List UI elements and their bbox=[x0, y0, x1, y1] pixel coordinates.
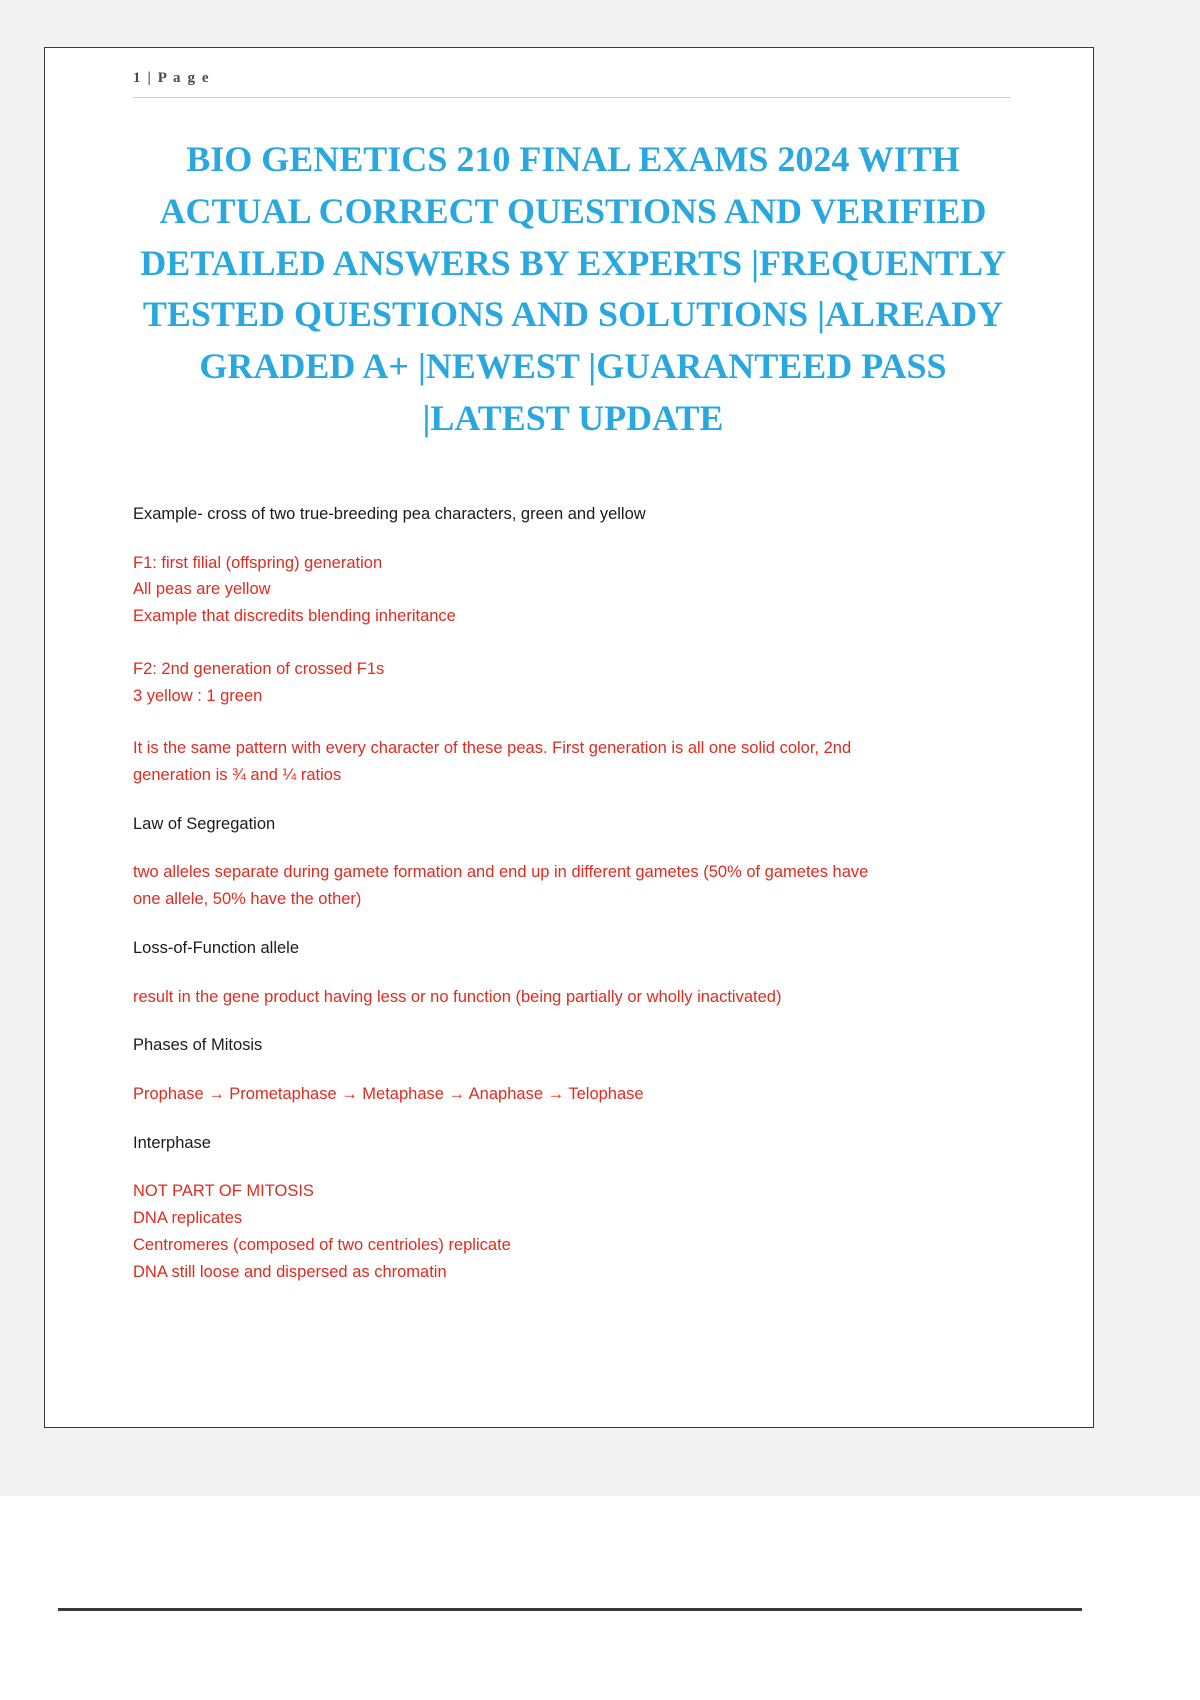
answer-line: result in the gene product having less or no function (being partially or wholly inactivated) bbox=[133, 987, 782, 1006]
answer-line: NOT PART OF MITOSIS bbox=[133, 1182, 314, 1201]
answer-text bbox=[133, 735, 1003, 788]
answer-line: 3 yellow : 1 green bbox=[133, 686, 263, 705]
question-text: Interphase bbox=[133, 1133, 211, 1152]
question-text: Example- cross of two true-breeding pea characters, green and yellow bbox=[133, 504, 646, 523]
answer-line: DNA still loose and dispersed as chromatin bbox=[133, 1262, 447, 1281]
answer-text bbox=[133, 984, 1003, 1011]
answer-text bbox=[133, 1178, 1003, 1285]
answer-line: generation is ¾ and ¼ ratios bbox=[133, 766, 342, 784]
question-text: Phases of Mitosis bbox=[133, 1036, 263, 1055]
answer-line: Prophase → Prometaphase → Metaphase → Anaphase → Telophase bbox=[133, 1085, 644, 1104]
answer-line: All peas are yellow bbox=[133, 580, 271, 599]
page-content bbox=[45, 48, 1093, 1285]
page-gap bbox=[0, 1496, 1200, 1700]
answer-line: DNA replicates bbox=[133, 1209, 243, 1228]
answer-text bbox=[133, 859, 1003, 912]
answer-text bbox=[133, 656, 1003, 709]
document-page-2-edge bbox=[58, 1608, 1082, 1611]
page-number-header: 1 | P a g e bbox=[133, 70, 1010, 98]
question-text: Loss-of-Function allele bbox=[133, 938, 299, 957]
answer-line: one allele, 50% have the other) bbox=[133, 890, 362, 909]
answer-line: F2: 2nd generation of crossed F1s bbox=[133, 659, 385, 678]
document-body bbox=[133, 501, 1003, 1285]
question-text: Law of Segregation bbox=[133, 814, 276, 833]
answer-line: Example that discredits blending inheritance bbox=[133, 607, 456, 626]
answer-line: F1: first filial (offspring) generation bbox=[133, 553, 383, 572]
answer-line: It is the same pattern with every character of these peas. First generation is all one solid color, 2nd bbox=[133, 739, 852, 758]
answer-line: two alleles separate during gamete formation and end up in different gametes (50% of gametes have bbox=[133, 863, 869, 882]
answer-text bbox=[133, 1081, 1003, 1108]
document-title: BIO GENETICS 210 FINAL EXAMS 2024 WITH ACTUAL CORRECT QUESTIONS AND VERIFIED DETAILED ANSWERS BY EXPERTS |FREQUENTLY TESTED QUESTIONS AND SOLUTIONS |ALREADY GRADED A+ |NEWEST |GUARANTEED PASS |LATEST UPDATE bbox=[140, 139, 1006, 439]
document-page-1 bbox=[44, 47, 1094, 1428]
answer-line: Centromeres (composed of two centrioles) replicate bbox=[133, 1235, 511, 1254]
answer-text bbox=[133, 550, 1003, 630]
